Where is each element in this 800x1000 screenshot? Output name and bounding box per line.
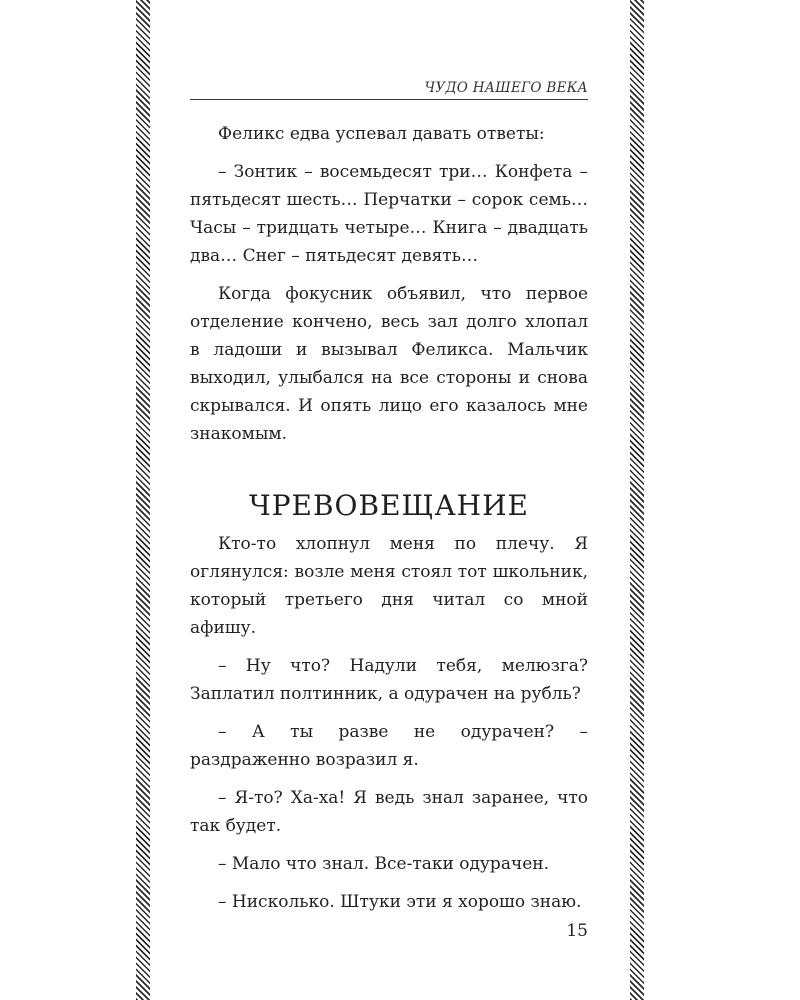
paragraph: – Нисколько. Штуки эти я хорошо знаю. (218, 892, 582, 912)
right-hatched-border (630, 0, 644, 1000)
left-hatched-border (136, 0, 150, 1000)
paragraph: Феликс едва успевал давать ответы: (218, 124, 545, 144)
header-rule (190, 99, 588, 100)
book-page (190, 0, 588, 1000)
section-heading: ЧРЕВОВЕЩАНИЕ (249, 489, 529, 523)
paragraph: – Ну что? Надули тебя, мелюзга? Заплатил полтинник, а одурачен на рубль? (190, 656, 588, 704)
bottom-text-block (190, 530, 588, 926)
running-head: ЧУДО НАШЕГО ВЕКА (424, 80, 588, 96)
paragraph: Кто-то хлопнул меня по плечу. Я оглянулся: возле меня стоял тот школьник, который третьего дня читал со мной афишу. (190, 534, 588, 638)
paragraph: – Мало что знал. Все-таки одурачен. (218, 854, 549, 874)
paragraph: Когда фокусник объявил, что первое отделение кончено, весь зал долго хлопал в ладоши и вызывал Феликса. Мальчик выходил, улыбался на все стороны и снова скрывался. И опять лицо его казалось мне знакомым. (190, 284, 588, 444)
top-text-block (190, 120, 588, 458)
page-number: 15 (566, 921, 588, 941)
paragraph: – А ты разве не одурачен? – раздраженно возразил я. (190, 722, 588, 770)
paragraph: – Я-то? Ха-ха! Я ведь знал заранее, что так будет. (190, 788, 588, 836)
paragraph: – Зонтик – восемьдесят три… Конфета – пятьдесят шесть… Перчатки – сорок семь… Часы – тридцать четыре… Книга – двадцать два… Снег – пятьдесят девять… (190, 162, 588, 266)
